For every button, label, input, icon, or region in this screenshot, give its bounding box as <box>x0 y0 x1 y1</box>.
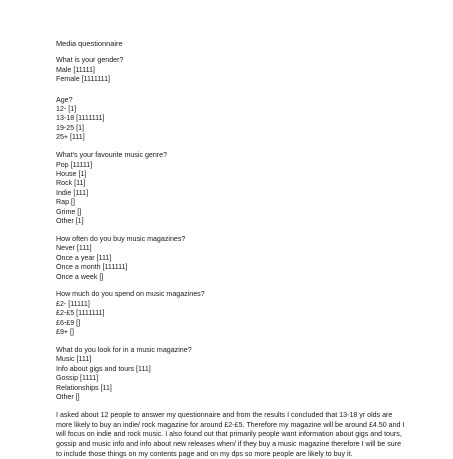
answer-option: 19-25 [1] <box>56 123 85 132</box>
answer-option: £2- [11111] <box>56 299 90 308</box>
answer-option: £6-£9 [] <box>56 318 81 327</box>
document-title: Media questionnaire <box>56 39 123 48</box>
answer-option: 25+ [111] <box>56 133 85 142</box>
questionnaire-page <box>56 39 416 459</box>
answer-option: Pop [11111] <box>56 160 93 169</box>
answer-option: Never [111] <box>56 244 92 253</box>
answer-option: Rock [11] <box>56 179 86 188</box>
answer-option: Info about gigs and tours [111] <box>56 364 151 373</box>
section-genre <box>56 151 416 226</box>
answer-option: 12- [1] <box>56 105 77 114</box>
answer-option: Once a week [] <box>56 272 104 281</box>
section-gender <box>56 56 416 84</box>
answer-option: Female [1111111] <box>56 75 111 84</box>
answer-option: £9+ [] <box>56 328 74 337</box>
question-spend: How much do you spend on music magazines? <box>56 290 205 299</box>
answer-option: £2-£5 [1111111] <box>56 309 105 318</box>
conclusion-paragraph: I asked about 12 people to answer my questionnaire and from the results I concluded that 13-18 yr olds are more likely to buy an indie/ rock magazine for around £2-£5. Therefore my magazine will be around £4.50 and I will focus on indie and rock music. I also found out that primarily people want information about gigs and tours, gossip and music info and info about new releases when/ if they buy a music magazine therefore I will be sure to include those things on my contents page and on my dps so more people are likely to buy it. <box>56 410 405 458</box>
answer-option: Once a month [111111] <box>56 263 128 272</box>
answer-option: House [1] <box>56 169 87 178</box>
section-frequency <box>56 235 416 282</box>
answer-option: 13-18 [1111111] <box>56 114 105 123</box>
question-age: Age? <box>56 95 73 104</box>
answer-option: Gossip [1111] <box>56 374 99 383</box>
answer-option: Relationships [11] <box>56 383 112 392</box>
answer-option: Other [1] <box>56 217 84 225</box>
answer-option: Rap [] <box>56 198 75 207</box>
answer-option: Music [111] <box>56 355 92 364</box>
question-frequency: How often do you buy music magazines? <box>56 234 186 243</box>
section-age <box>56 96 416 143</box>
section-look-for <box>56 346 416 402</box>
answer-option: Grime [] <box>56 207 82 216</box>
question-gender: What is your gender? <box>56 56 124 65</box>
question-look-for: What do you look for in a music magazine? <box>56 345 192 354</box>
answer-option: Indie [111] <box>56 188 89 197</box>
answer-option: Other [] <box>56 393 80 401</box>
question-genre: What’s your favourite music genre? <box>56 151 168 160</box>
section-spend <box>56 290 416 337</box>
answer-option: Male [11111] <box>56 65 95 74</box>
answer-option: Once a year [111] <box>56 253 112 262</box>
